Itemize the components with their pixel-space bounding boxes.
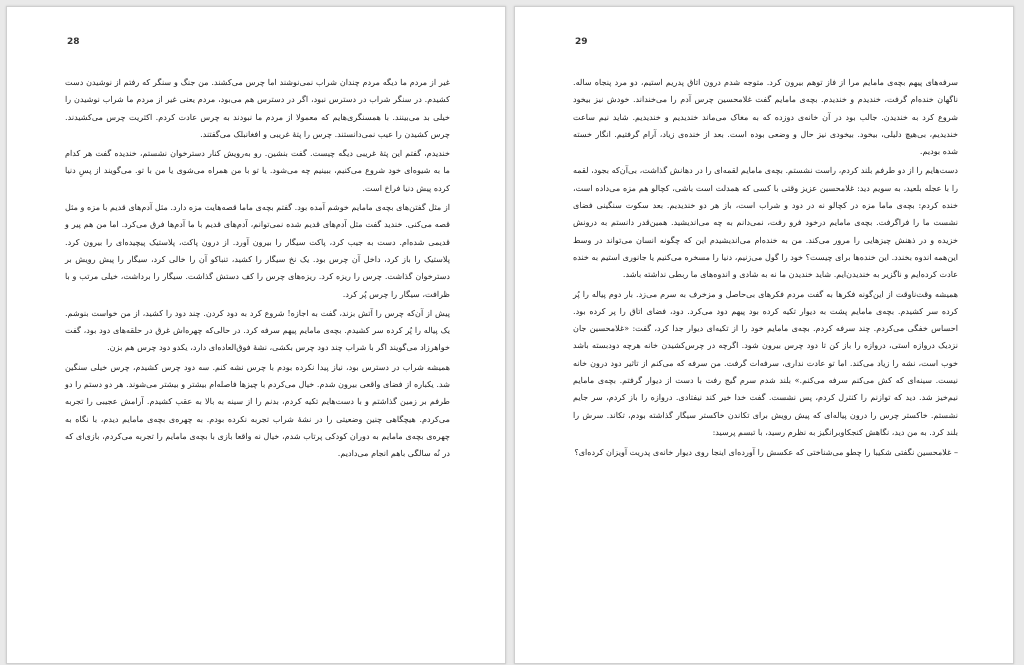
page-body bbox=[573, 74, 958, 464]
paragraph: غیر از مردم ما دیگه مردم چندان شراب نمی‌نوشند اما چرس می‌کشند. من جنگ و سنگر که رفتم از نوشیدن دست کشیدم. در سنگر شراب در دسترس نبود، اگر در دسترس هم می‌بود، مردم یعنی غیر از مردم ما شراب نوشیدن را خیلی بد می‌بینند. با همسنگری‌هایم که معمولا از مردم ما نبودند به چرس عادت کردم. اکثریت چرس می‌کشیدند. چرس کشیدن را عیب نمی‌دانستند. چرس را پتهٔ غریبی و افغانبلک می‌گفتند. bbox=[65, 77, 450, 139]
page-body bbox=[65, 74, 450, 465]
paragraph: همیشه وقت‌ناوقت از این‌گونه فکرها به گفت مردم فکرهای بی‌حاصل و مزخرف به سرم می‌زد. بار دوم پیاله را پُر کرده سر کشیدم. بچه‌ی مامایم پشت به دیوار تکیه کرده بود پیهم دود می‌کرد. دود، فضای اتاق را پر کرده بود. احساس خفگی می‌کردم. چند سرفه کردم. بچه‌ی مامایم خود را از تکیه‌ای دیوار جدا کرد، گفت: «غلامحسین جان نزدیک دروازه استی، دروازه را باز کن تا دود چرس بیرون شود. اگرچه در چرس‌کشیدن خانه هرچه دودبسته باشد خوب است، نشه را زیاد می‌کند. اما تو عادت نداری، سرفه‌ات گرفت. من سرفه که می‌کنم از تاثیر دود درون خانه نیست. سینه‌ای که کش می‌کنم سرفه می‌کنم.» بلند شدم سرم گیج رفت با دست از دیوار گرفتم. بچه‌ی مامایم نیم‌خیز شد. دید که توازنم را کنترل کردم، پس نشست. گفت خدا خیر کند نیفتادی. دروازه را باز کردم، سر جایم نشستم. خاکستر چرس را درون پیاله‌ای که پیش رویش برای تکاندن خاکستر سیگار گذاشته بودم، تکاند. سرش را بلند کرد. به من دید، نگاهش کنجکاوبرانگیز به نظرم رسید، با تبسم پرسید: bbox=[573, 288, 958, 437]
page-number: 29 bbox=[575, 37, 588, 47]
paragraph: همیشه شراب در دسترس بود، نیاز پیدا نکرده بودم با چرس نشه کنم. سه دود چرس کشیدم، چرس خیلی سنگین شد. یکباره از فضای واقعی بیرون شدم. خیال می‌کردم با چیزها فاصله‌ام بیشتر و بیشتر می‌شوند. هر دو دستم را دو طرفم بر زمین گذاشتم و با دست‌هایم تکیه کردم، بدنم را از سینه به بالا به عقب کشیدم. آرامش عجیبی را تجربه می‌کردم. هیچگاهی چنین وضعیتی را در نشهٔ شراب تجربه نکرده بودم. به چهره‌ی بچه‌ی مامایم دیدم، با نگاه به چهره‌ی بچه‌ی مامایم به دوران کودکی پرتاب شدم، خیال نه واقعا بازی با بچه‌ی مامایم را تجربه می‌کردم، بازی‌ای که در نُه سالگی باهم انجام می‌دادیم. bbox=[65, 361, 450, 459]
paragraph: سرفه‌های پیهم بچه‌ی مامایم مرا از فاز توهم بیرون کرد. متوجه شدم درون اتاق پدریم استیم، دو مرد پنجاه ساله. ناگهان خنده‌ام گرفت، خندیدم و خندیدم. بچه‌ی مامایم گفت غلامحسین چرس آدم را می‌خنداند. خودش نیز بیخود شروع کرد به خندیدن. جالب بود در آن خانه‌ی دوزده که به مغاک می‌ماند خندیدیم و خندیدیم. شاید نیم ساعت خندیدیم، بی‌هیچ دلیلی، بیخود. بیخودی نیز حال و وضعی بوده است. بعد از خنده‌ی زیاد، آرام گرفتیم. انگار خسته شده بودیم. bbox=[573, 77, 958, 157]
paragraph: خندیدم، گفتم این پتهٔ غریبی دیگه چیست. گفت بنشین. رو به‌رویش کنار دسترخوان نشستم، خندیده گفت هر کدام ما به شیوه‌ای خود شروع می‌کنیم، ببینیم چه می‌شود. یا تو با من همراه می‌شوی یا من با تو. می‌گویند از پسِ دنیا کرده پیش دنیا فراخ است. bbox=[65, 148, 450, 193]
right-page bbox=[514, 6, 1014, 664]
paragraph: از مثل گفتن‌های بچه‌ی مامایم خوشم آمده بود. گفتم بچه‌ی ماما قصه‌هایت مزه دارد. مثل آدم‌های قدیم با مزه و مثل قصه می‌کنی. خندید گفت مثل آدم‌های قدیم شده نمی‌توانم، آدم‌های قدیم با ما آدم‌ها فرق می‌کرد. اما من هم پیر و قدیمی شده‌ام. دست به جیب کرد، پاکت سیگار را بیرون آورد. از درون پاکت، پلاستیک پیچیده‌ای را بیرون کرد. پلاستیک را باز کرد، داخل آن چرس بود. یک نخ سیگار را کشید، تنباکو آن را خالی کرد، سیگار را پیش رویش بر دسترخوان گذاشت. چرس را ریزه کرد. ریزه‌های چرس را کف دستش گذاشت. سیگار را برداشت، خیلی مرتب و با ظرافت، سیگار را چرس پُر کرد. bbox=[65, 202, 450, 299]
left-page bbox=[6, 6, 506, 664]
page-number: 28 bbox=[67, 37, 80, 47]
dialog-line: – غلامحسین نگفتی شکیبا را چطو می‌شناختی که عکسش را آورده‌ای اینجا روی دیوار خانه‌ی پدریت آویزان کرده‌ای؟ bbox=[574, 447, 958, 458]
paragraph: دست‌هایم را از دو طرفم بلند کردم، راست نشستم. بچه‌ی مامایم لقمه‌ای را در دهانش گذاشت، بی‌آن‌که بجود، لقمه را با عجله بلعید، به سویم دید: غلامحسین عزیز وقتی با کسی که همدلت است باشی، کچالو هم مزه می‌داده است، خنده کردم: بچه‌ی ماما مزه در کچالو نه در دود و شراب است، باز هر دو خندیدیم. بعد سکوت سنگینی فضای نشست ما را فراگرفت. بچه‌ی مامایم درخود فرو رفت، نمی‌دانم به چه می‌اندیشید. همین‌قدر دانستم به درونش خزیده و در ذهنش چیزهایی را مرور می‌کند. من به خنده‌ام می‌اندیشیدم این که چگونه انسان می‌تواند در وسط این‌همه اندوه بخندد. این خنده‌ها برای چیست؟ خود را گول می‌زنیم، دنیا را مسخره می‌کنیم یا جانوری استیم به خنده عادت کرده‌ایم و ناگزیر به خندیدن‌ایم. شاید خندیدن ما نه به شادی و اندوه‌های ما ربطی نداشته باشد. bbox=[573, 165, 958, 280]
paragraph: پیش از آن‌که چرس را آتش بزند، گفت به اجازه! شروع کرد به دود کردن. چند دود را کشید، از من خواست بنوشم. یک پیاله را پُر کرده سر کشیدم. بچه‌ی مامایم پیهم سرفه کرد. در حالی‌که چهره‌اش غرق در حلقه‌های دود بود، گفت خواهرزاد می‌گویند اگر با شراب چند دود چرس بکشی، نشهٔ فوق‌العاده‌ای دارد، یکدو دود چرس هم بزن. bbox=[65, 307, 450, 353]
